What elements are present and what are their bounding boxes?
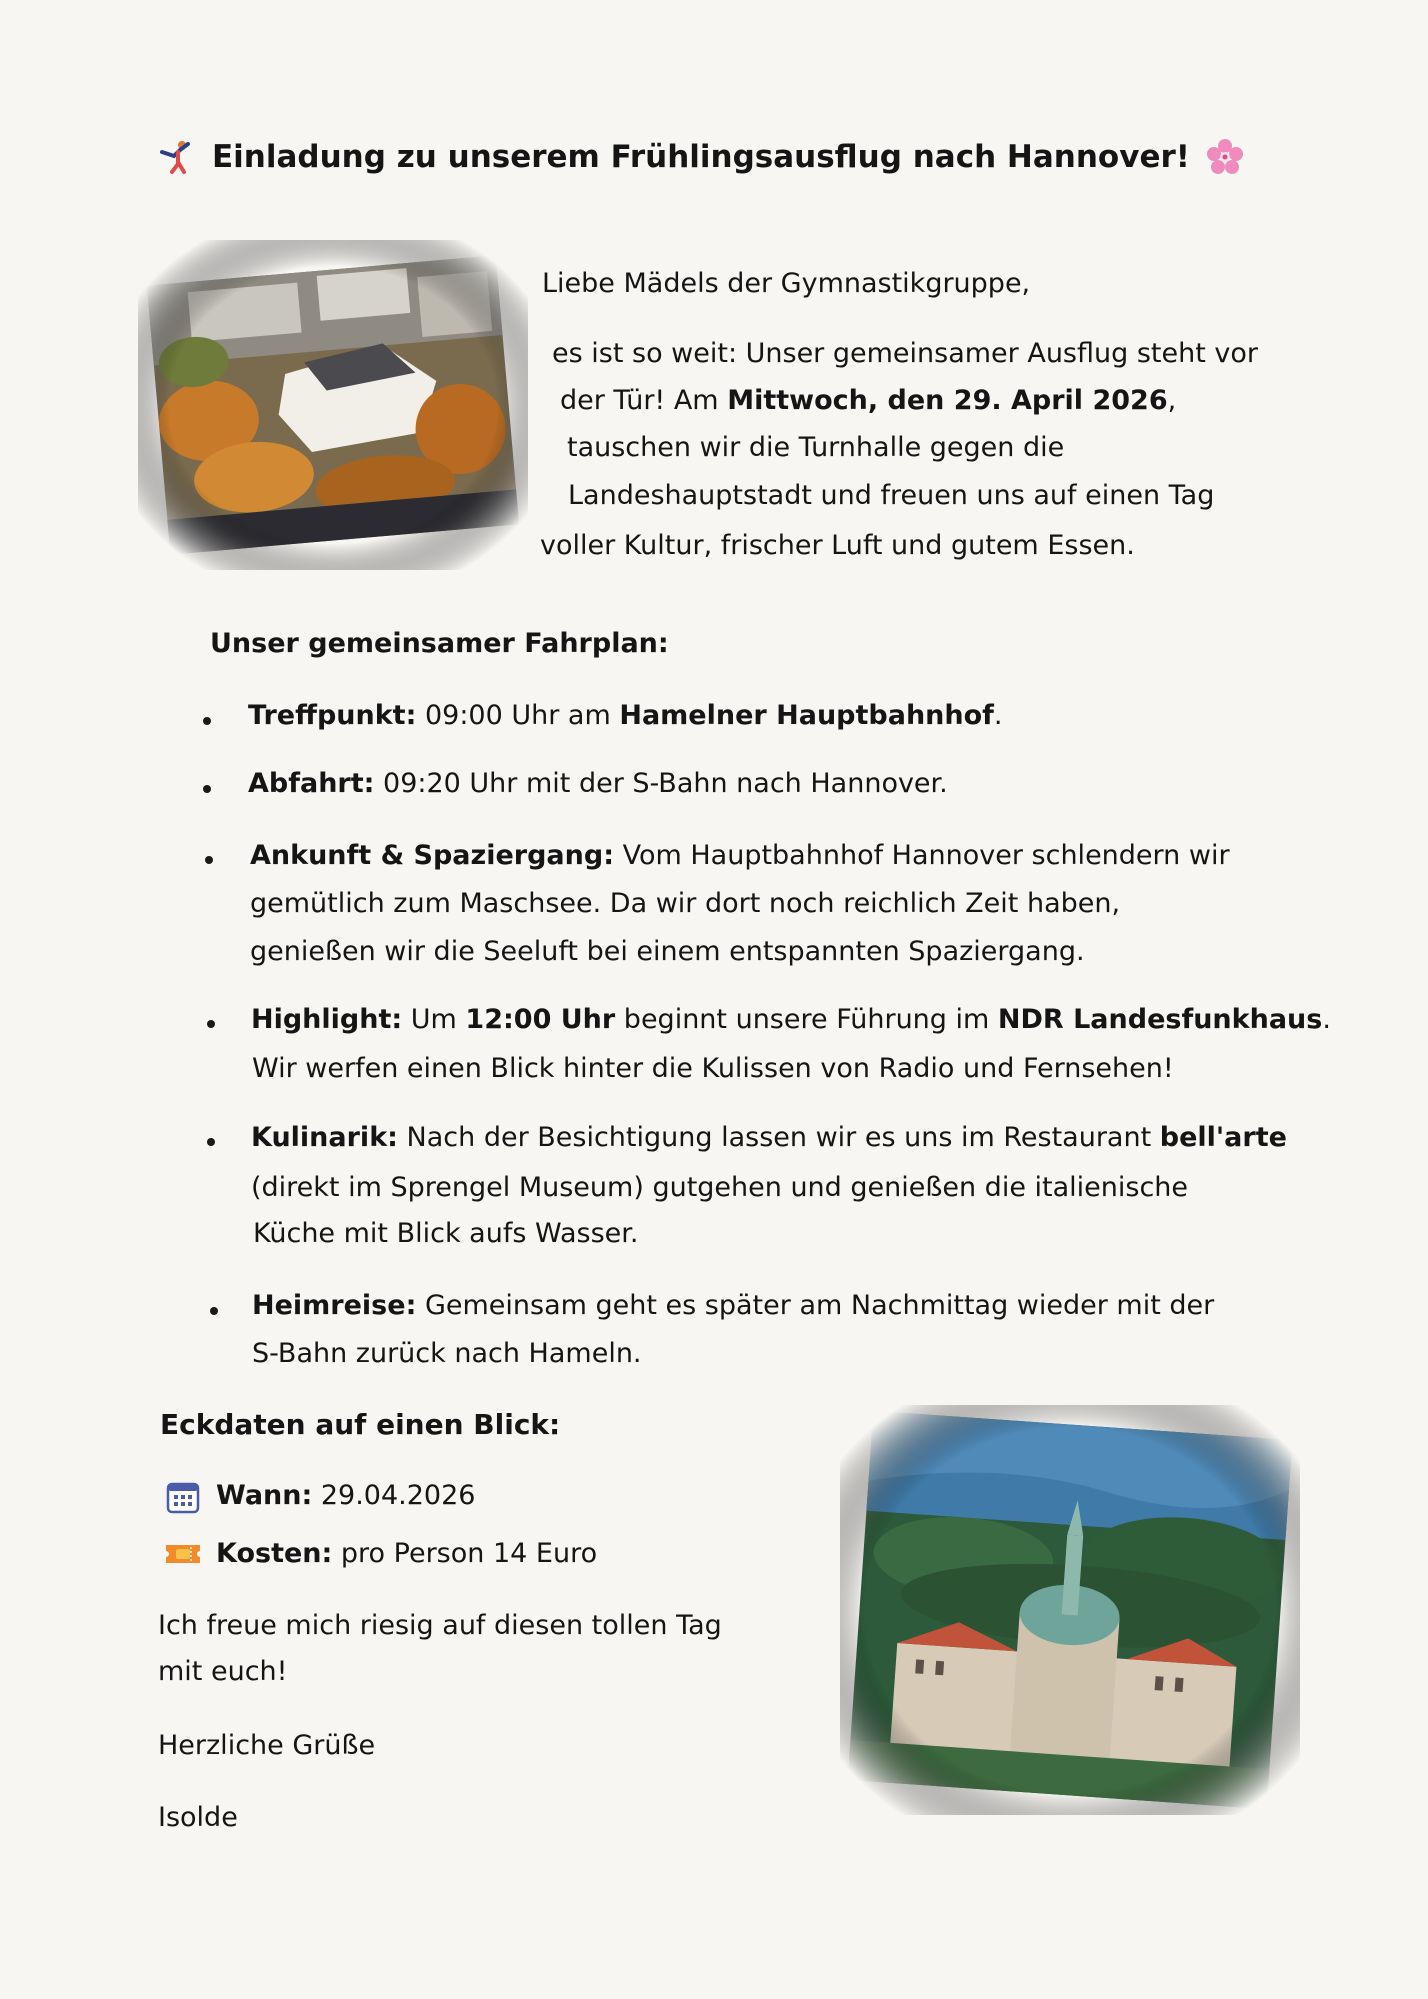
schedule-item-highlight [251, 1004, 1331, 1036]
highlight-text-2: beginnt unsere Führung im [615, 1004, 998, 1035]
kulinarik-label: Kulinarik: [251, 1122, 398, 1153]
highlight-end: . [1322, 1004, 1331, 1035]
page-title-row [158, 138, 1358, 176]
intro-line-2-end: , [1167, 385, 1177, 416]
bullet-dot [203, 785, 211, 793]
treffpunkt-label: Treffpunkt: [248, 700, 417, 731]
facts-heading: Eckdaten auf einen Blick: [160, 1408, 561, 1441]
schedule-item-kulinarik [251, 1122, 1287, 1154]
photo-funkhaus [138, 240, 528, 570]
schedule-item-ankunft [250, 840, 1230, 872]
intro-line-3: tauschen wir die Turnhalle gegen die [567, 432, 1065, 463]
ankunft-label: Ankunft & Spaziergang: [250, 840, 614, 871]
greeting-text: Liebe Mädels der Gymnastikgruppe, [542, 268, 1031, 299]
calendar-icon [166, 1480, 200, 1518]
bullet-dot [205, 856, 213, 864]
intro-date: Mittwoch, den 29. April 2026 [727, 385, 1168, 416]
ankunft-line-3: genießen wir die Seeluft bei einem entspannten Spaziergang. [250, 936, 1085, 967]
closing-line-2: mit euch! [158, 1656, 288, 1687]
highlight-text-1: Um [402, 1004, 466, 1035]
ankunft-line-2: gemütlich zum Maschsee. Da wir dort noch reichlich Zeit haben, [250, 888, 1121, 919]
signature-text: Isolde [158, 1802, 238, 1833]
kulinarik-restaurant: bell'arte [1159, 1122, 1287, 1153]
bullet-dot [203, 717, 211, 725]
regards-text: Herzliche Grüße [158, 1730, 376, 1761]
kulinarik-text: Nach der Besichtigung lassen wir es uns im Restaurant [397, 1122, 1160, 1153]
schedule-item-abfahrt [248, 768, 948, 800]
fact-when-value: 29.04.2026 [312, 1480, 476, 1511]
bullet-dot [207, 1020, 215, 1028]
kulinarik-line-2: (direkt im Sprengel Museum) gutgehen und genießen die italienische [251, 1172, 1189, 1203]
treffpunkt-place: Hamelner Hauptbahnhof [619, 700, 994, 731]
heimreise-line-2: S-Bahn zurück nach Hameln. [252, 1338, 642, 1369]
heimreise-label: Heimreise: [252, 1290, 417, 1321]
abfahrt-text: 09:20 Uhr mit der S-Bahn nach Hannover. [374, 768, 948, 799]
intro-line-5: voller Kultur, frischer Luft und gutem Essen. [540, 530, 1135, 561]
ticket-icon [164, 1542, 202, 1570]
photo-rathaus [840, 1405, 1300, 1815]
intro-line-1: es ist so weit: Unser gemeinsamer Ausflug steht vor [552, 338, 1258, 369]
intro-line-2 [560, 385, 1176, 417]
fact-cost-value: pro Person 14 Euro [332, 1538, 598, 1569]
page-title: Einladung zu unserem Frühlingsausflug nach Hannover! [212, 139, 1190, 175]
highlight-label: Highlight: [251, 1004, 403, 1035]
abfahrt-label: Abfahrt: [248, 768, 375, 799]
treffpunkt-end: . [993, 700, 1003, 731]
treffpunkt-text: 09:00 Uhr am [416, 700, 620, 731]
bullet-dot [207, 1138, 215, 1146]
kulinarik-line-3: Küche mit Blick aufs Wasser. [253, 1218, 639, 1249]
ankunft-text: Vom Hauptbahnhof Hannover schlendern wir [614, 840, 1230, 871]
schedule-item-treffpunkt [248, 700, 1003, 732]
bullet-dot [210, 1307, 218, 1315]
closing-line-1: Ich freue mich riesig auf diesen tollen Tag [158, 1610, 722, 1641]
intro-line-2-text: der Tür! Am [560, 385, 728, 416]
cherry-blossom-icon [1206, 138, 1244, 176]
fact-when-label: Wann: [216, 1480, 313, 1511]
fact-cost-label: Kosten: [216, 1538, 333, 1569]
heimreise-text: Gemeinsam geht es später am Nachmittag wieder mit der [416, 1290, 1215, 1321]
intro-line-4: Landeshauptstadt und freuen uns auf einen Tag [568, 480, 1215, 511]
fact-cost [216, 1538, 597, 1569]
fact-when [216, 1480, 475, 1511]
highlight-time: 12:00 Uhr [465, 1004, 616, 1035]
highlight-place: NDR Landesfunkhaus [997, 1004, 1323, 1035]
schedule-heading: Unser gemeinsamer Fahrplan: [210, 628, 669, 659]
schedule-item-heimreise [252, 1290, 1214, 1322]
gymnast-icon [158, 138, 196, 176]
highlight-line-2: Wir werfen einen Blick hinter die Kulissen von Radio und Fernsehen! [252, 1053, 1174, 1084]
